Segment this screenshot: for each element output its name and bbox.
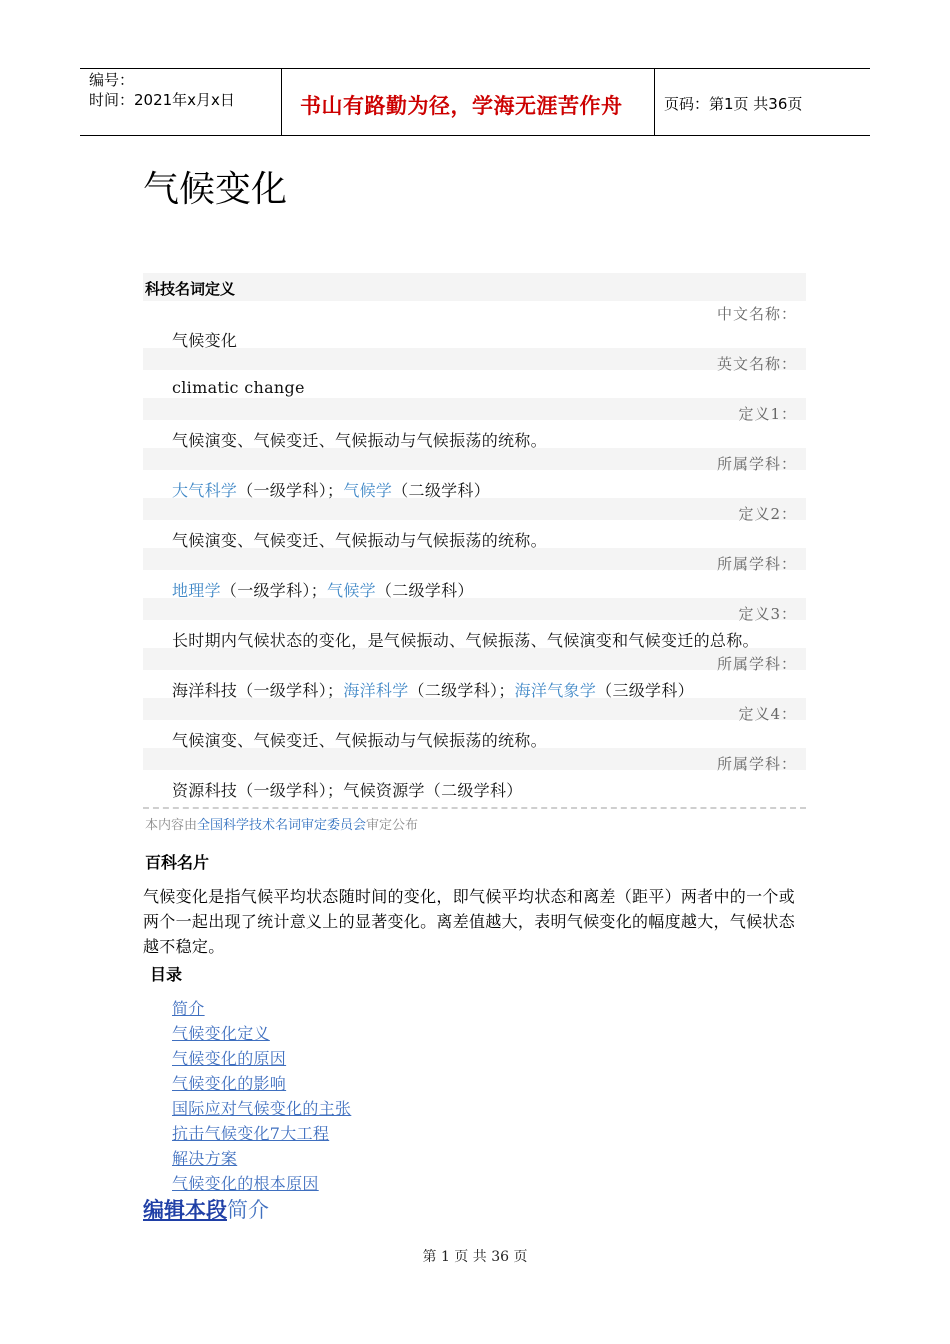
definition-row-bg	[143, 348, 806, 370]
definition-row-bg	[143, 698, 806, 720]
subject-link[interactable]: 海洋气象学	[514, 681, 597, 700]
definition-label: 定义3：	[738, 605, 797, 623]
definition-value	[172, 578, 474, 601]
definition-text: （二级学科）；	[408, 681, 515, 700]
definition-row-bg	[143, 548, 806, 570]
definition-row-bg	[143, 498, 806, 520]
definition-row-bg	[143, 748, 806, 770]
definition-heading: 科技名词定义	[145, 280, 236, 298]
definition-label: 所属学科：	[716, 555, 797, 573]
definition-separator	[143, 807, 806, 809]
definition-text: 海洋科技（一级学科）；	[172, 681, 344, 700]
page-footer: 第 1 页 共 36 页	[422, 1249, 528, 1265]
definition-row-bg	[143, 398, 806, 420]
definition-row-bg	[143, 448, 806, 470]
toc-list	[172, 996, 351, 1196]
definition-label: 定义2：	[738, 505, 797, 523]
definition-text: （二级学科）	[392, 481, 491, 500]
definition-text: 气候变化	[172, 331, 238, 350]
definition-text: 气候演变、气候变迁、气候振动与气候振荡的统称。	[172, 731, 547, 750]
definition-label: 定义4：	[738, 705, 797, 723]
subject-link[interactable]: 海洋科学	[343, 681, 409, 700]
definition-text: climatic change	[172, 378, 305, 397]
header-bottom-rule	[80, 135, 870, 136]
header-page-label: 页码：第1页 共36页	[664, 95, 803, 113]
definition-text: 长时期内气候状态的变化，是气候振动、气候振荡、气候演变和气候变迁的总称。	[172, 631, 759, 650]
definition-value	[172, 528, 547, 551]
card-body: 气候变化是指气候平均状态随时间的变化，即气候平均状态和离差（距平）两者中的一个或两个一起出现了统计意义上的显著变化。离差值越大，表明气候变化的幅度越大，气候状态越不稳定。	[143, 887, 796, 956]
header-divider	[281, 68, 282, 136]
card-heading: 百科名片	[145, 853, 210, 872]
definition-value	[172, 628, 759, 651]
section-heading	[143, 1194, 269, 1224]
doc-number-label: 编号：	[89, 71, 135, 89]
subject-link[interactable]: 气候学	[327, 581, 376, 600]
definition-text: 资源科技（一级学科）；气候资源学（二级学科）	[172, 781, 523, 800]
credit-suffix: 审定公布	[366, 818, 419, 833]
definition-credit	[145, 814, 418, 833]
credit-prefix: 本内容由	[145, 818, 198, 833]
definition-text: 气候演变、气候变迁、气候振动与气候振荡的统称。	[172, 531, 547, 550]
toc-item[interactable]: 气候变化的原因	[172, 1049, 287, 1068]
section-title: 简介	[227, 1198, 269, 1222]
toc-item[interactable]: 国际应对气候变化的主张	[172, 1099, 352, 1118]
definition-label: 中文名称：	[716, 305, 797, 323]
definition-value	[172, 678, 694, 701]
definition-value	[172, 428, 547, 451]
definition-text: （一级学科）；	[237, 481, 344, 500]
definition-value	[172, 478, 490, 501]
header-motto: 书山有路勤为径，学海无涯苦作舟	[300, 93, 623, 118]
credit-link[interactable]: 全国科学技术名词审定委员会	[197, 818, 367, 833]
definition-value	[172, 328, 237, 351]
definition-row-bg	[143, 598, 806, 620]
definition-label: 所属学科：	[716, 755, 797, 773]
doc-time-label: 时间：2021年x月x日	[89, 91, 235, 109]
definition-value	[172, 728, 547, 751]
definition-text: （二级学科）	[375, 581, 474, 600]
definition-value	[172, 778, 523, 801]
definition-value	[172, 378, 305, 397]
subject-link[interactable]: 地理学	[172, 581, 221, 600]
toc-item[interactable]: 气候变化的影响	[172, 1074, 287, 1093]
toc-item[interactable]: 气候变化的根本原因	[172, 1174, 319, 1193]
definition-label: 所属学科：	[716, 655, 797, 673]
definition-label: 所属学科：	[716, 455, 797, 473]
toc-item[interactable]: 简介	[172, 999, 205, 1018]
definition-label: 定义1：	[738, 405, 797, 423]
definition-text: 气候演变、气候变迁、气候振动与气候振荡的统称。	[172, 431, 547, 450]
definition-label: 英文名称：	[716, 355, 797, 373]
toc-item[interactable]: 抗击气候变化7大工程	[172, 1124, 330, 1143]
toc-item[interactable]: 解决方案	[172, 1149, 238, 1168]
definition-text: （三级学科）	[596, 681, 694, 700]
definition-row-bg	[143, 648, 806, 670]
header-divider	[654, 68, 655, 136]
page-title: 气候变化	[143, 169, 288, 210]
subject-link[interactable]: 气候学	[343, 481, 393, 500]
toc-item[interactable]: 气候变化定义	[172, 1024, 270, 1043]
definition-text: （一级学科）；	[220, 581, 328, 600]
edit-section-link[interactable]: 编辑本段	[143, 1198, 227, 1222]
header-top-rule	[80, 68, 870, 69]
definition-box	[143, 273, 806, 835]
definition-heading-bg	[143, 273, 806, 301]
toc-heading: 目录	[150, 965, 183, 984]
subject-link[interactable]: 大气科学	[172, 481, 238, 500]
